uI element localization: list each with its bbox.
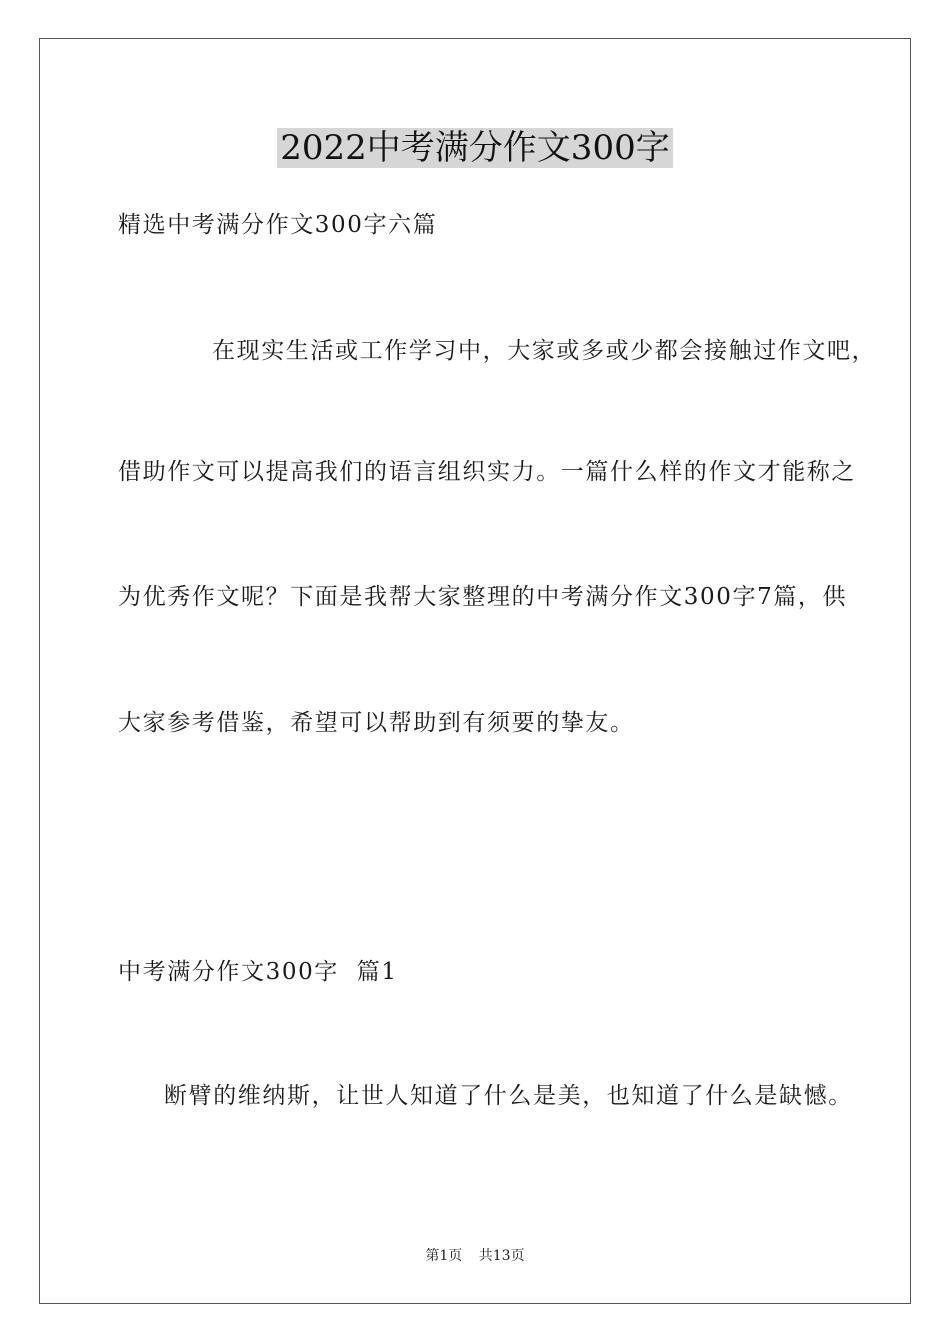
- document-title: 2022中考满分作文300字: [277, 128, 672, 168]
- intro-line-1: 在现实生活或工作学习中，大家或多或少都会接触过作文吧，: [212, 338, 877, 364]
- page-number-total: 共13页: [478, 1248, 525, 1264]
- intro-line-4: 大家参考借鉴，希望可以帮助到有须要的挚友。: [118, 710, 635, 736]
- document-subtitle: 精选中考满分作文300字六篇: [118, 212, 438, 238]
- page-number-current: 第1页: [425, 1248, 463, 1264]
- title-container: [0, 128, 950, 168]
- page-footer: [0, 1247, 950, 1265]
- intro-line-3: 为优秀作文呢？下面是我帮大家整理的中考满分作文300字7篇，供: [118, 584, 848, 610]
- intro-line-2: 借助作文可以提高我们的语言组织实力。一篇什么样的作文才能称之: [118, 459, 856, 485]
- section-paragraph-line: 断臂的维纳斯，让世人知道了什么是美，也知道了什么是缺憾。: [164, 1083, 853, 1109]
- section-heading: 中考满分作文300字 篇1: [118, 959, 398, 985]
